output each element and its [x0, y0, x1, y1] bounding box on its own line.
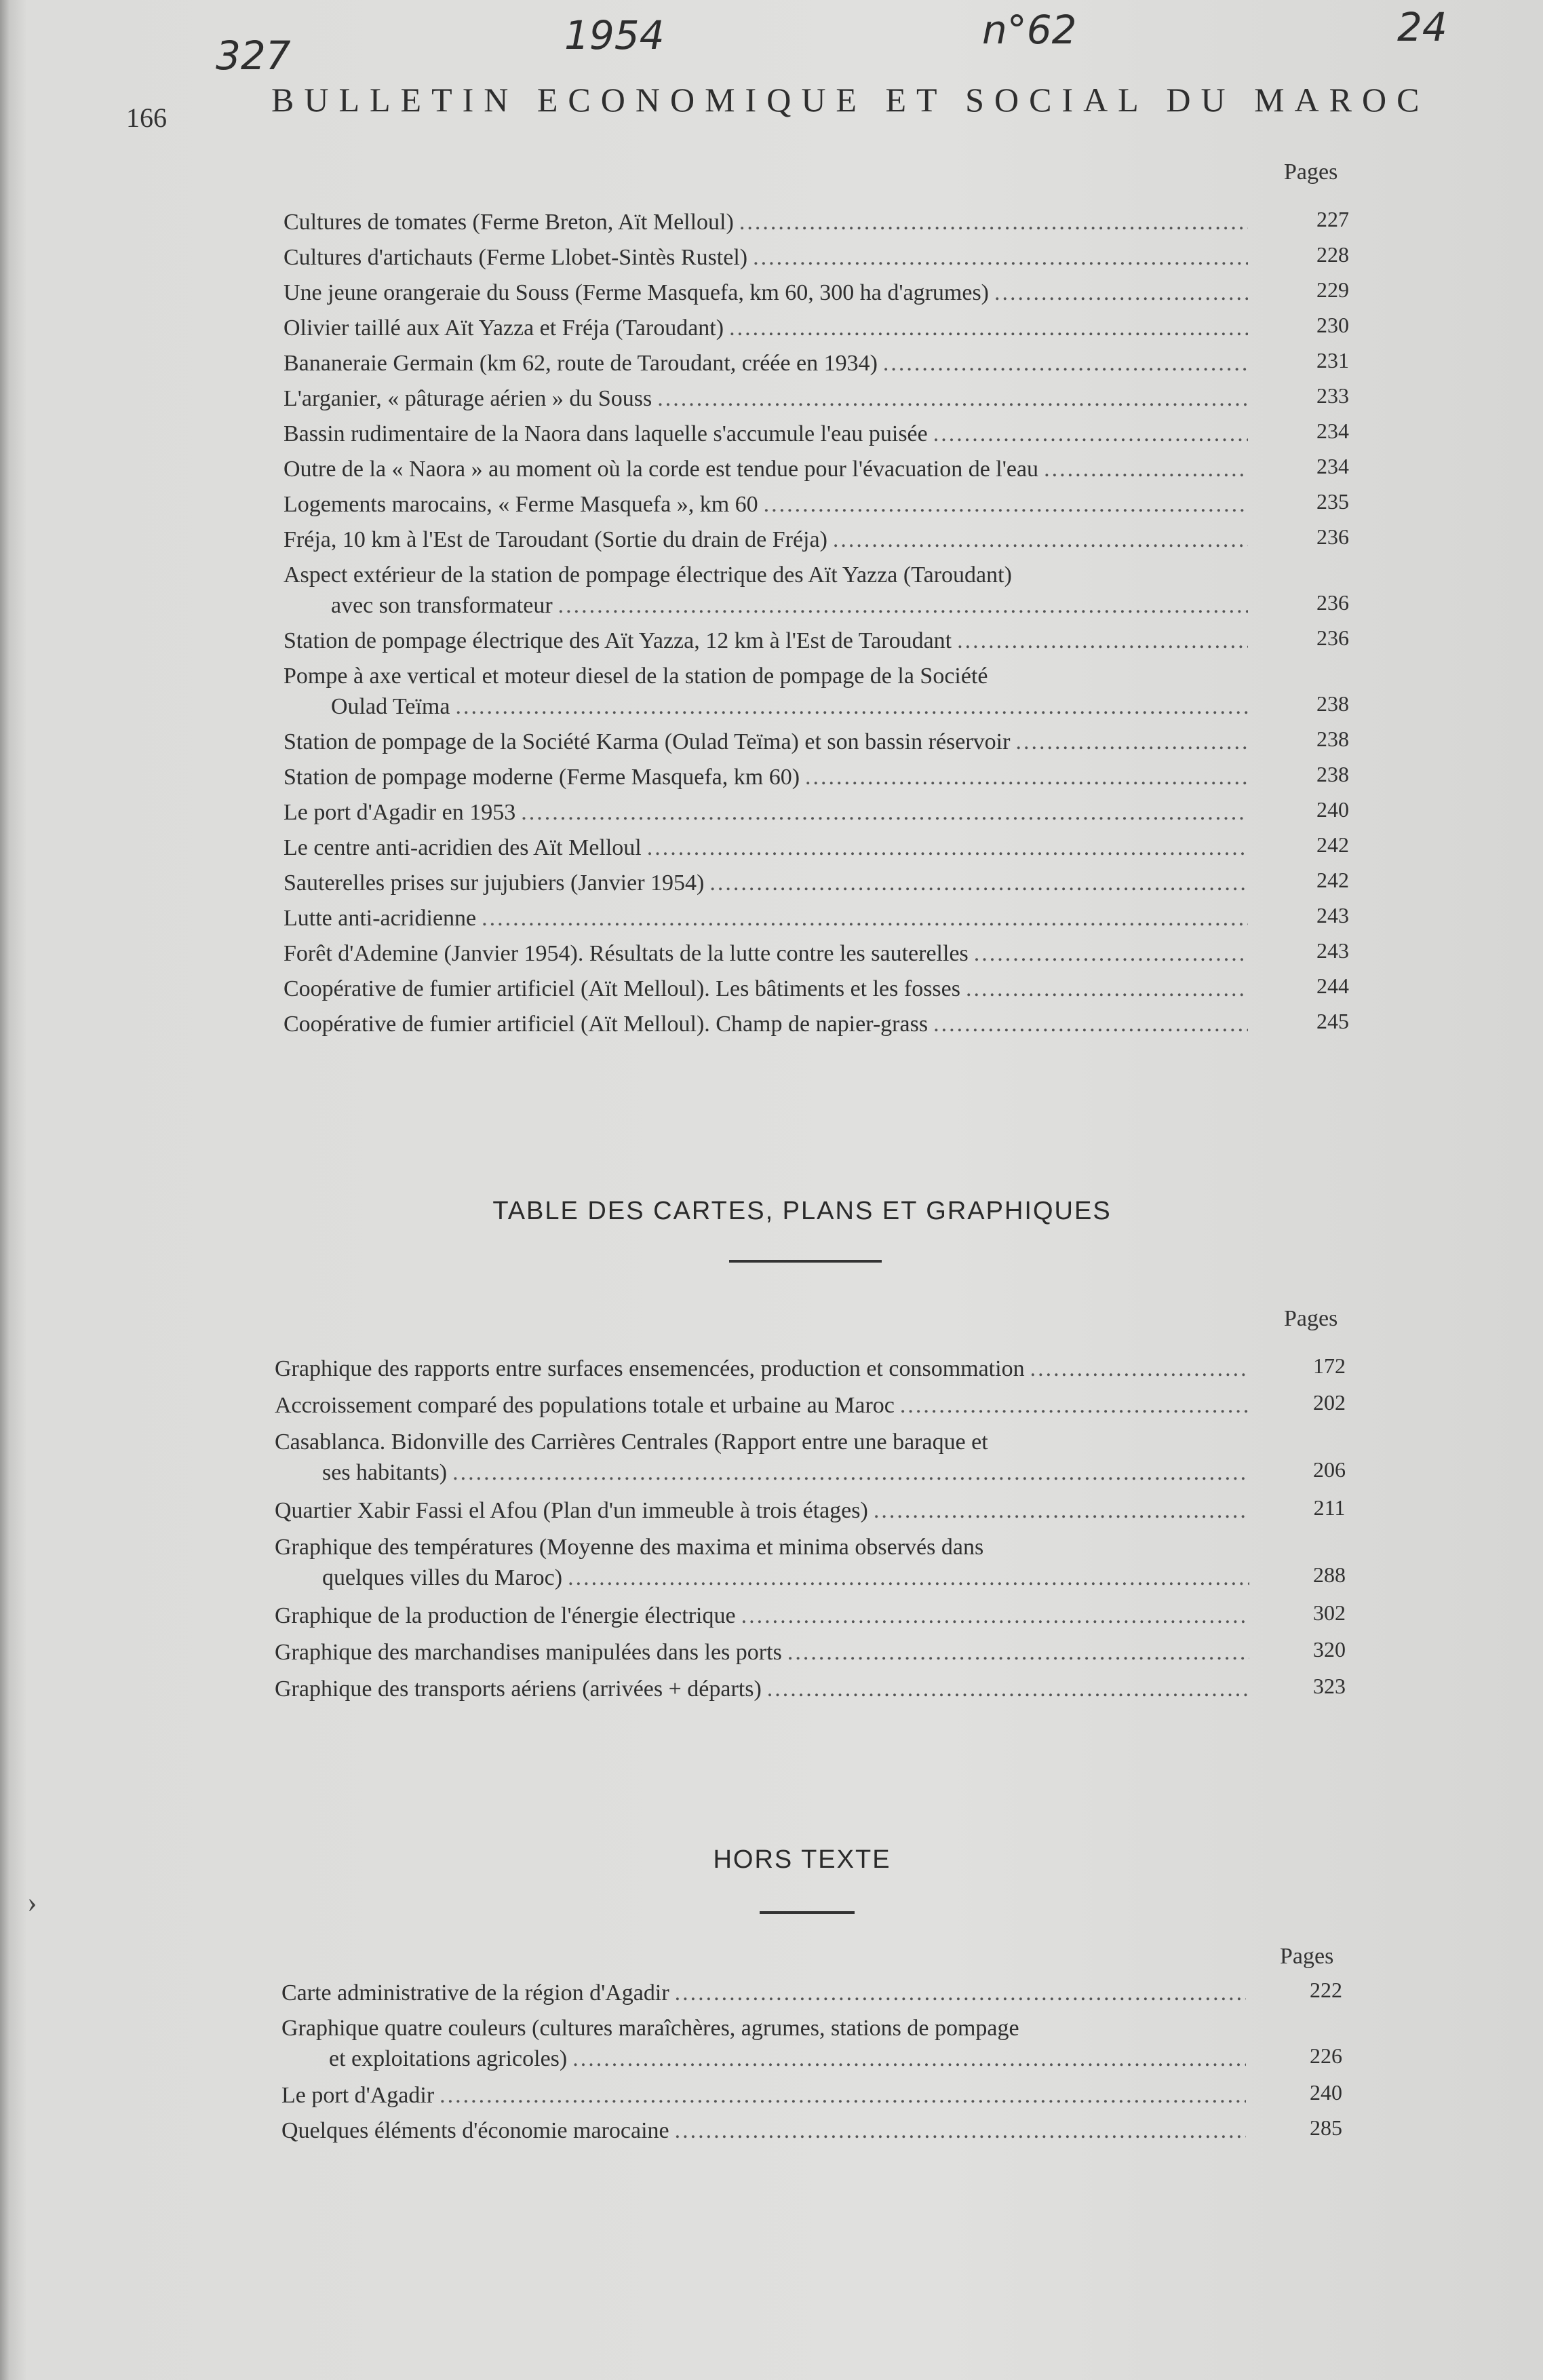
- dot-leader: [675, 2115, 1246, 2146]
- toc-page-number: 234: [1316, 419, 1349, 443]
- toc-page-number: 172: [1313, 1354, 1346, 1378]
- dot-leader: [764, 489, 1248, 520]
- toc-page-number: 285: [1310, 2115, 1342, 2140]
- toc-entry-text: avec son transformateur: [331, 593, 553, 618]
- toc-entry: [275, 1390, 1346, 1421]
- dot-leader: [709, 868, 1248, 898]
- toc-entry-text: Olivier taillé aux Aït Yazza et Fréja (Taroudant): [284, 315, 724, 341]
- toc-entry-text: Le port d'Agadir en 1953: [284, 800, 516, 825]
- toc-page-number: 242: [1316, 832, 1349, 857]
- toc-page-number: 244: [1316, 974, 1349, 998]
- toc-page-number: 202: [1313, 1390, 1346, 1415]
- pages-column-label: Pages: [1280, 1944, 1334, 1969]
- section-title-hors-texte: HORS TEXTE: [713, 1845, 891, 1874]
- toc-page-number: 323: [1313, 1674, 1346, 1698]
- toc-entry: [281, 1978, 1342, 2008]
- toc-page-number: 228: [1316, 242, 1349, 267]
- toc-entry: [284, 524, 1349, 555]
- dot-leader: [805, 762, 1248, 792]
- toc-entry: [284, 903, 1349, 934]
- handwritten-annotation: 327: [216, 33, 291, 79]
- dot-leader: [974, 938, 1248, 969]
- toc-entry: [281, 2115, 1342, 2146]
- dot-leader: [455, 691, 1248, 722]
- toc-entry: [275, 1495, 1346, 1526]
- dot-leader: [874, 1495, 1249, 1526]
- toc-entry: [284, 313, 1349, 343]
- page-number: 166: [126, 102, 167, 133]
- toc-entry: [281, 2013, 1342, 2074]
- toc-entry-text: quelques villes du Maroc): [322, 1565, 563, 1590]
- toc-entry-text: Le port d'Agadir: [281, 2083, 435, 2108]
- running-title: BULLETIN ECONOMIQUE ET SOCIAL DU MAROC: [271, 81, 1430, 119]
- toc-page-number: 231: [1316, 348, 1349, 372]
- toc-page-number: 236: [1316, 626, 1349, 650]
- dot-leader: [568, 1562, 1249, 1593]
- toc-page-number: 302: [1313, 1600, 1346, 1625]
- dot-leader: [657, 383, 1248, 414]
- toc-entry: [284, 868, 1349, 898]
- toc-page-number: 288: [1313, 1562, 1346, 1587]
- toc-entry: [284, 727, 1349, 757]
- toc-entry: [284, 454, 1349, 484]
- toc-entry-text: Aspect extérieur de la station de pompage électrique des Aït Yazza (Taroudant): [284, 562, 1012, 588]
- margin-mark: ›: [27, 1885, 37, 1919]
- dot-leader: [1030, 1354, 1249, 1384]
- toc-page-number: 230: [1316, 313, 1349, 337]
- toc-entry-text: Station de pompage moderne (Ferme Masquefa, km 60): [284, 765, 800, 790]
- toc-entry: [284, 207, 1349, 237]
- toc-entry-text: et exploitations agricoles): [329, 2046, 568, 2071]
- dot-leader: [994, 277, 1248, 308]
- toc-page-number: 238: [1316, 762, 1349, 786]
- toc-entry: [275, 1600, 1346, 1631]
- dot-leader: [1015, 727, 1248, 757]
- toc-entry-text: L'arganier, « pâturage aérien » du Souss: [284, 386, 652, 411]
- dot-leader: [729, 313, 1248, 343]
- toc-page-number: 206: [1313, 1457, 1346, 1482]
- toc-entry: [284, 938, 1349, 969]
- toc-entry-text: Fréja, 10 km à l'Est de Taroudant (Sortie du drain de Fréja): [284, 527, 827, 552]
- toc-entry: [284, 419, 1349, 449]
- toc-page-number: 240: [1310, 2080, 1342, 2105]
- toc-page-number: 236: [1316, 524, 1349, 549]
- toc-entry-text: Pompe à axe vertical et moteur diesel de la station de pompage de la Société: [284, 664, 988, 689]
- toc-entry-text: Bassin rudimentaire de la Naora dans laquelle s'accumule l'eau puisée: [284, 421, 928, 446]
- toc-entry-text: Graphique des rapports entre surfaces ensemencées, production et consommation: [275, 1356, 1025, 1381]
- toc-entry-text: Bananeraie Germain (km 62, route de Taroudant, créée en 1934): [284, 351, 878, 376]
- section-rule: [760, 1911, 855, 1914]
- toc-entry-text: Coopérative de fumier artificiel (Aït Melloul). Les bâtiments et les fosses: [284, 976, 960, 1001]
- toc-page-number: 245: [1316, 1009, 1349, 1033]
- dot-leader: [739, 207, 1248, 237]
- toc-entry: [281, 2080, 1342, 2111]
- toc-entry-text: Station de pompage de la Société Karma (Oulad Teïma) et son bassin réservoir: [284, 729, 1011, 754]
- pages-column-label: Pages: [1284, 159, 1338, 185]
- toc-entry-text: Sauterelles prises sur jujubiers (Janvier 1954): [284, 870, 705, 896]
- toc-entry-text: Graphique de la production de l'énergie électrique: [275, 1603, 736, 1628]
- toc-entry-text: Lutte anti-acridienne: [284, 906, 477, 931]
- dot-leader: [741, 1600, 1249, 1631]
- dot-leader: [572, 2043, 1246, 2074]
- toc-entry-text: Coopérative de fumier artificiel (Aït Melloul). Champ de napier-grass: [284, 1012, 929, 1037]
- toc-entry-text: Graphique des températures (Moyenne des maxima et minima observés dans: [275, 1535, 984, 1560]
- toc-page-number: 235: [1316, 489, 1349, 514]
- toc-entry: [284, 762, 1349, 792]
- dot-leader: [933, 419, 1248, 449]
- toc-entry: [284, 242, 1349, 273]
- toc-entry: [284, 348, 1349, 379]
- toc-page-number: 229: [1316, 277, 1349, 302]
- toc-page-number: 238: [1316, 727, 1349, 751]
- dot-leader: [787, 1637, 1249, 1668]
- dot-leader: [1044, 454, 1248, 484]
- toc-page-number: 238: [1316, 691, 1349, 716]
- toc-entry-text: Graphique des transports aériens (arrivées + départs): [275, 1676, 762, 1702]
- toc-entry-text: Cultures d'artichauts (Ferme Llobet-Sintès Rustel): [284, 245, 748, 270]
- handwritten-annotation: 1954: [564, 12, 665, 58]
- dot-leader: [482, 903, 1248, 934]
- toc-entry-text: Forêt d'Ademine (Janvier 1954). Résultats de la lutte contre les sauterelles: [284, 941, 969, 966]
- toc-entry-text: Logements marocains, « Ferme Masquefa », km 60: [284, 492, 758, 517]
- toc-page-number: 243: [1316, 903, 1349, 927]
- toc-entry-text: ses habitants): [322, 1460, 448, 1485]
- toc-entry-text: Une jeune orangeraie du Souss (Ferme Masquefa, km 60, 300 ha d'agrumes): [284, 280, 990, 305]
- pages-column-label: Pages: [1284, 1306, 1338, 1331]
- dot-leader: [558, 590, 1248, 621]
- dot-leader: [883, 348, 1248, 379]
- toc-entry: [284, 974, 1349, 1004]
- section-title-cartes: TABLE DES CARTES, PLANS ET GRAPHIQUES: [492, 1197, 1112, 1225]
- toc-entry: [284, 797, 1349, 828]
- toc-entry: [284, 383, 1349, 414]
- toc-entry-text: Casablanca. Bidonville des Carrières Centrales (Rapport entre une baraque et: [275, 1429, 988, 1455]
- toc-entry-text: Outre de la « Naora » au moment où la corde est tendue pour l'évacuation de l'eau: [284, 457, 1039, 482]
- toc-entry-text: Cultures de tomates (Ferme Breton, Aït Melloul): [284, 210, 734, 235]
- dot-leader: [900, 1390, 1249, 1421]
- toc-page-number: 211: [1313, 1495, 1346, 1520]
- toc-page-number: 240: [1316, 797, 1349, 822]
- toc-entry: [284, 626, 1349, 656]
- dot-leader: [933, 1009, 1248, 1039]
- toc-page-number: 236: [1316, 590, 1349, 615]
- dot-leader: [675, 1978, 1246, 2008]
- dot-leader: [440, 2080, 1246, 2111]
- toc-entry-text: Oulad Teïma: [331, 694, 450, 719]
- toc-entry: [275, 1427, 1346, 1488]
- toc-entry-text: Station de pompage électrique des Aït Yazza, 12 km à l'Est de Taroudant: [284, 628, 952, 653]
- toc-page-number: 242: [1316, 868, 1349, 892]
- dot-leader: [966, 974, 1248, 1004]
- toc-page-number: 222: [1310, 1978, 1342, 2002]
- dot-leader: [521, 797, 1248, 828]
- handwritten-annotation: 24: [1397, 4, 1447, 50]
- toc-entry: [284, 489, 1349, 520]
- toc-entry: [275, 1637, 1346, 1668]
- toc-entry-text: Quartier Xabir Fassi el Afou (Plan d'un immeuble à trois étages): [275, 1498, 868, 1523]
- toc-entry-text: Graphique quatre couleurs (cultures maraîchères, agrumes, stations de pompage: [281, 2016, 1019, 2041]
- toc-entry-text: Graphique des marchandises manipulées dans les ports: [275, 1640, 782, 1665]
- toc-entry-text: Carte administrative de la région d'Agadir: [281, 1980, 669, 2005]
- toc-entry: [275, 1354, 1346, 1384]
- dot-leader: [767, 1674, 1249, 1704]
- dot-leader: [833, 524, 1248, 555]
- dot-leader: [753, 242, 1248, 273]
- toc-entry: [284, 1009, 1349, 1039]
- toc-page-number: 227: [1316, 207, 1349, 231]
- toc-page-number: 243: [1316, 938, 1349, 963]
- handwritten-annotation: n°62: [982, 7, 1077, 53]
- toc-entry: [284, 560, 1349, 621]
- section-rule: [729, 1260, 882, 1263]
- toc-entry: [284, 661, 1349, 722]
- toc-page-number: 234: [1316, 454, 1349, 478]
- toc-entry-text: Quelques éléments d'économie marocaine: [281, 2118, 669, 2143]
- toc-entry: [275, 1674, 1346, 1704]
- toc-page-number: 320: [1313, 1637, 1346, 1662]
- toc-entry-text: Le centre anti-acridien des Aït Melloul: [284, 835, 642, 860]
- toc-entry: [275, 1532, 1346, 1593]
- toc-page-number: 226: [1310, 2043, 1342, 2068]
- dot-leader: [647, 832, 1248, 863]
- toc-page-number: 233: [1316, 383, 1349, 408]
- dot-leader: [957, 626, 1248, 656]
- toc-entry: [284, 832, 1349, 863]
- dot-leader: [452, 1457, 1249, 1488]
- toc-entry: [284, 277, 1349, 308]
- toc-entry-text: Accroissement comparé des populations totale et urbaine au Maroc: [275, 1393, 895, 1418]
